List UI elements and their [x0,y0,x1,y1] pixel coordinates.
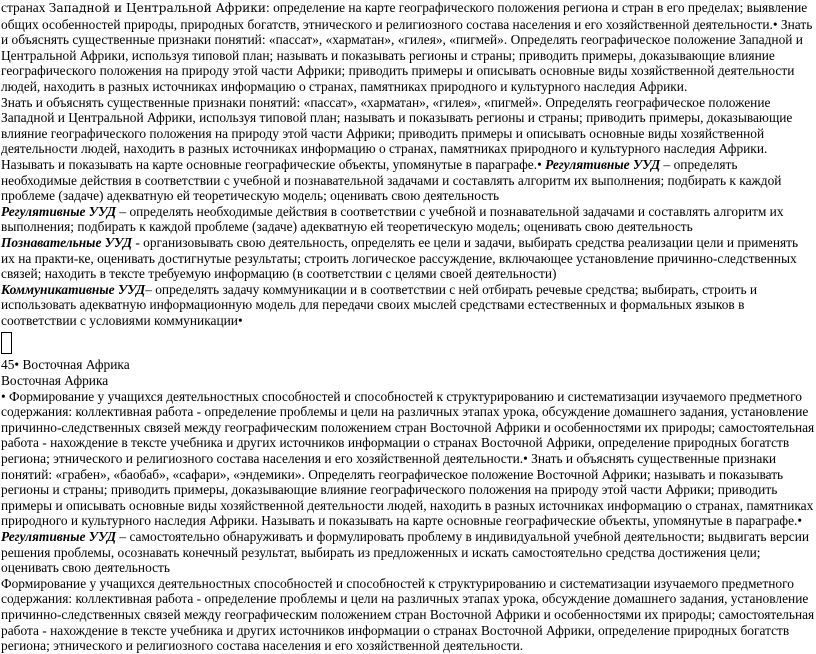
text-run: – определять задачу коммуникации и в соответствии с ней отбирать речевые средства; выбирать, строить и использовать адекватную информационную модель для передачи своих мыслей средствами естественных и формальных языков в соответствии с условиями коммуникации [1,281,758,328]
regulative-heading: Регулятивные УУД [545,156,661,172]
paragraph-concepts: Знать и объяснять существенные признаки понятий: «пассат», «харматан», «гилея», «пигмей». Определять географическое положение Западной и Центральной Африки, используя типовой план; называть и показывать регионы и страны; приводить примеры, доказывающие влияние географического положения на природу этой части Африки; приводить примеры и описывать основные виды хозяйственной деятельности людей, находить в разных источниках информацию о странах, памятниках природного и культурного наследия Африки. [1,94,793,157]
lesson-number: 45 [1,357,15,373]
text-run: • Знать и объяснять существенные признаки понятий: «грабен», «баобаб», «сафари», «эндемики». Определять географическое положение Восточной Африки; называть и показывать регионы и страны; приводить примеры, доказывающие влияние географического положения на природу этой части Африки; приводить примеры и описывать основные виды хозяйственной деятельности людей, находить в разных источниках информацию о странах, памятниках природного и культурного наследия Африки. Называть и показывать на карте основные географические объекты, упомянутые в параграфе. [1,451,814,529]
cognitive-heading: Познавательные УУД [1,234,132,250]
bullet: • [797,513,803,529]
paragraph-communicative [0,282,816,329]
regulative-heading: Регулятивные УУД [1,529,117,544]
text-run: : определение на карте географического положения региона и стран в его пределах; выявление общих особенностей природы, природных богатств, этнического и религиозного состава населения и его хозяйственной деятельности. [1,0,808,32]
text-run: странах [1,0,49,15]
bullet: • [537,156,546,172]
paragraph-formation: Формирование у учащихся деятельностных способностей и способностей к структурированию и систематизации изучаемого предметного содержания: коллективная работа - определение проблемы и цели на различных этапах урока, обсуждение домашнего задания, установление причинно-следственных связей между географическим положением стран Восточной Африки и особенностями их природы; самостоятельная работа - нахождение в тексте учебника и других источников информации о странах Восточной Африки, определение природных богатств региона; этнического и религиозного состава населения и его хозяйственной деятельности. [1,575,815,654]
text-run: – самостоятельно обнаруживать и формулировать проблему в индивидуальной учебной деятельности; выдвигать версии решения проблемы, осознавать конечный результат, выбирать из предложенных и искать самостоятельно средства достижения цели; оценивать свою деятельность [1,529,810,576]
text-run: – определять необходимые действия в соответствии с учебной и познавательной задачами и составлять алгоритм их выполнения; подбирать к каждой проблеме (задаче) адекватную ей теоретическую модель; оценивать свою деятельность [1,156,782,204]
communicative-heading: Коммуникативные УУД [1,281,146,297]
lesson-heading: Восточная Африка [1,373,109,389]
bullet: • [14,357,23,373]
region-name: Западной и Центральной Африки [48,1,267,15]
empty-checkbox-frame [1,332,12,354]
lesson-number-line [0,357,816,373]
text-run: – определять необходимые действия в соответствии с учебной и познавательной задачами и составлять алгоритм их выполнения; подбирать к каждой проблеме (задаче) адекватную ей теоретическую модель; оценивать свою деятельность [1,203,784,235]
paragraph-map-objects [0,157,816,204]
bullet: • [237,312,243,328]
text-run: • Знать и объяснять существенные признаки понятий: «пассат», «харматан», «гилея», «пигмей». Определять географическое положение Западной и Центральной Африки, используя типовой план; называть и показывать регионы и страны; приводить примеры, доказывающие влияние географического положения на природу этой части Африки; приводить примеры и описывать основные виды хозяйственной деятельности людей, находить в разных источниках информацию о странах, памятниках природного и культурного наследия Африки. [1,16,813,94]
paragraph-east-africa-goals [0,389,816,576]
regulative-heading: Регулятивные УУД [1,203,117,219]
text-run: Называть и показывать на карте основные географические объекты, упомянутые в параграфе. [1,156,538,172]
lesson-title: Восточная Африка [22,357,130,373]
paragraph-regulative [0,204,816,235]
text-run: - организовывать свою деятельность, определять ее цели и задачи, выбирать средства реализации цели и применять их на практи-ке, оценивать достигнутые результаты; строить логическое рассуждение, включающее установление причинно-следственных связей; находить в тексте требуемую информацию (в соответствии с целями своей деятельности) [1,234,799,282]
paragraph-cognitive [0,235,816,282]
paragraph-west-central-africa [0,0,816,95]
text-run: • Формирование у учащихся деятельностных способностей и способностей к структурированию и систематизации изучаемого предметного содержания: коллективная работа - определение проблемы и цели на различных этапах урока, обсуждение домашнего задания, установление причинно-следственных связей между географическим положением стран Восточной Африки и особенностями их природы; самостоятельная работа - нахождение в тексте учебника и других источников информации о странах Восточной Африки, определение природных богатств региона; этнического и религиозного состава населения и его хозяйственной деятельности. [1,388,815,467]
